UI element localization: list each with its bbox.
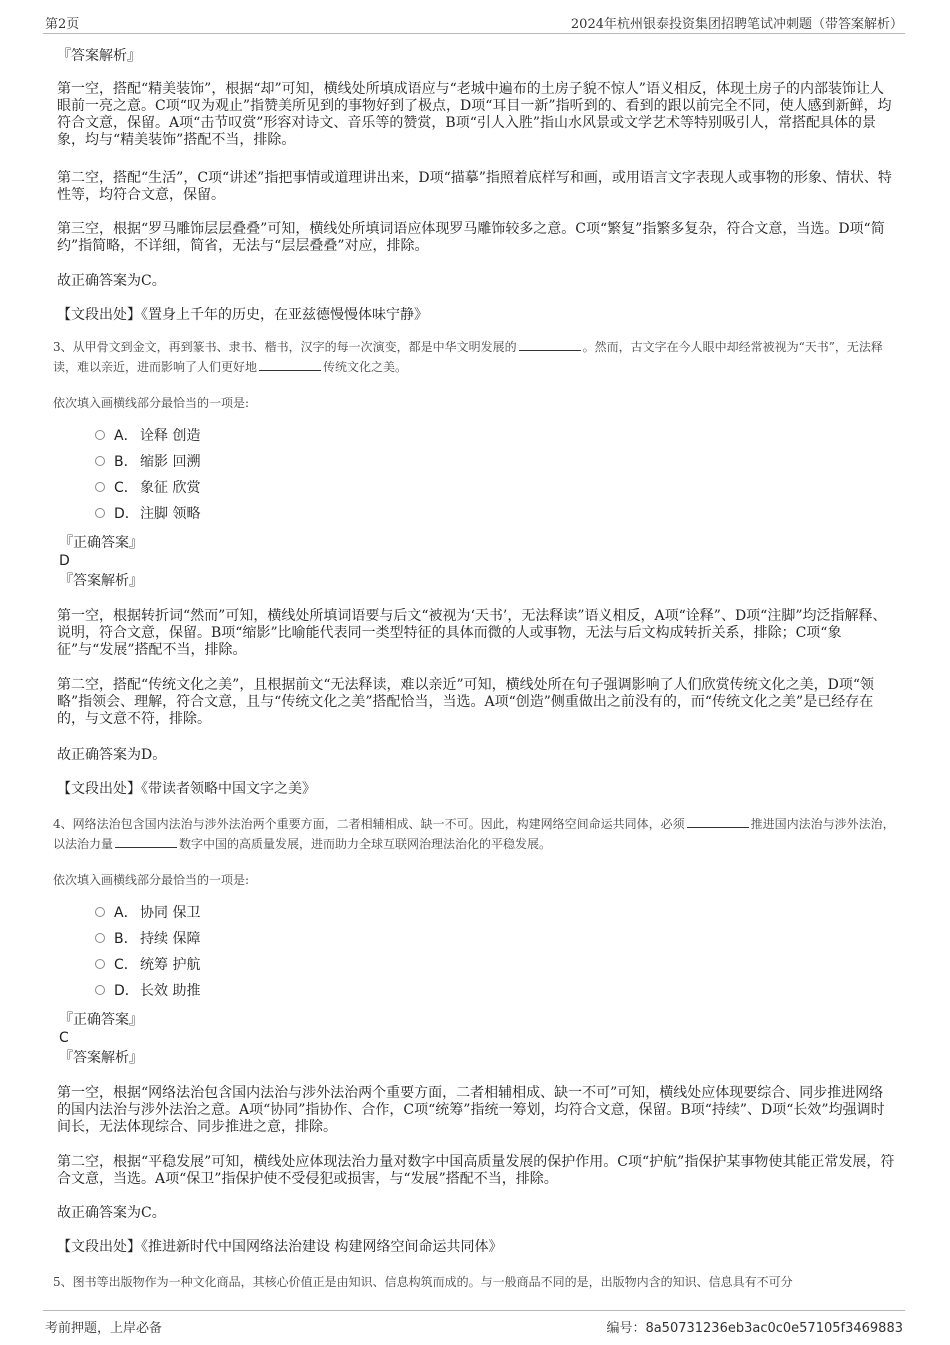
q4-option-b[interactable]: B． 持续 保障 [95,931,200,948]
q3-option-a[interactable]: A． 诠释 创造 [95,428,200,445]
q3-analysis-label: 『答案解析』 [59,573,143,589]
radio-icon[interactable] [95,907,105,917]
q3-blank-1 [519,338,581,351]
q4-analysis-label: 『答案解析』 [59,1050,143,1066]
q3-option-b[interactable]: B． 缩影 回溯 [95,454,200,471]
radio-icon[interactable] [95,430,105,440]
q3-analysis-p2: 第二空，搭配“传统文化之美”，且根据前文“无法释读，难以亲近”可知，横线处所在句子强调影响了人们欣赏传统文化之美，D项“领略”指领会、理解，符合文意，且与“传统文化之美”搭配恰当，当选。A项“创造”侧重做出之前没有的，而“传统文化之美”是已经存在的，与文意不符，排除。 [57,677,875,727]
q3-conclusion: 故正确答案为D。 [57,747,167,763]
radio-icon[interactable] [95,482,105,492]
q2-analysis-label: 『答案解析』 [57,48,141,64]
radio-icon[interactable] [95,933,105,943]
q3-option-d[interactable]: D．注脚 领略 [95,506,200,523]
q5-stem: 5、图书等出版物作为一种文化商品，其核心价值正是由知识、信息构筑而成的。与一般商品不同的是，出版物内含的知识、信息具有不可分 [53,1275,793,1289]
q4-source: 【文段出处】《推进新时代中国网络法治建设 构建网络空间命运共同体》 [57,1239,503,1255]
q3-option-c[interactable]: C． 象征 欣赏 [95,480,200,497]
q3-source: 【文段出处】《带读者领略中国文字之美》 [57,781,316,797]
q2-conclusion: 故正确答案为C。 [57,273,166,289]
q4-conclusion: 故正确答案为C。 [57,1205,166,1221]
q4-option-a[interactable]: A． 协同 保卫 [95,905,200,922]
page-header [43,11,905,34]
q3-analysis-p1: 第一空，根据转折词“然而”可知，横线处所填词语要与后文“被视为‘天书’，无法释读”语义相反，A项“诠释”、D项“注脚”均泛指解释、说明，符合文意，保留。B项“缩影”比喻能代表同一类型特征的具体而微的人或事物，无法与后文构成转折关系，排除；C项“象征”与“发展”搭配不当，排除。 [57,608,887,658]
radio-icon[interactable] [95,959,105,969]
q4-analysis-p1: 第一空，根据“网络法治包含国内法治与涉外法治两个重要方面，二者相辅相成、缺一不可”可知，横线处应体现要综合、同步推进网络的国内法治与涉外法治之意。A项“协同”指协作、合作，C项“统筹”指统一筹划，均符合文意，保留。B项“持续”、D项“长效”均强调时间长，无法体现综合、同步推进之意，排除。 [57,1085,885,1135]
radio-icon[interactable] [95,508,105,518]
q2-analysis-p2: 第二空，搭配“生活”，C项“讲述”指把事情或道理讲出来，D项“描摹”指照着底样写和画，或用语言文字表现人或事物的形象、情状、特性等，均符合文意，保留。 [57,170,892,203]
q4-analysis-p2: 第二空，根据“平稳发展”可知，横线处应体现法治力量对数字中国高质量发展的保护作用。C项“护航”指保护某事物使其能正常发展，符合文意，当选。A项“保卫”指保护使不受侵犯或损害，与“发展”搭配不当，排除。 [57,1154,895,1187]
document-id: 编号：8a50731236eb3ac0c0e57105f3469883 [606,1321,903,1336]
q2-analysis-p3: 第三空，根据“罗马雕饰层层叠叠”可知，横线处所填词语应体现罗马雕饰较多之意。C项“繁复”指繁多复杂，符合文意，当选。D项“简约”指简略，不详细，简省，无法与“层层叠叠”对应，排除。 [57,221,885,254]
q3-stem: 3、从甲骨文到金文，再到篆书、隶书、楷书，汉字的每一次演变，都是中华文明发展的 。然而，古文字在今人眼中却经常被视为“天书”，无法释读，难以亲近，进而影响了人们更好地 传统文化之美。 [53,340,883,374]
page-footer [43,1310,905,1336]
q4-prompt: 依次填入画横线部分最恰当的一项是: [53,873,250,887]
q4-option-c[interactable]: C． 统筹 护航 [95,957,200,974]
q2-analysis-p1: 第一空，搭配“精美装饰”，根据“却”可知，横线处所填成语应与“老城中遍布的土房子貌不惊人”语义相反，体现土房子的内部装饰让人眼前一亮之意。C项“叹为观止”指赞美所见到的事物好到了极点，D项“耳目一新”指听到的、看到的跟以前完全不同，使人感到新鲜，均符合文意，保留。A项“击节叹赏”形容对诗文、音乐等的赞赏，B项“引人入胜”指山水风景或文学艺术等特别吸引人，常搭配具体的景象，均与“精美装饰”搭配不当，排除。 [57,81,892,148]
q4-option-d[interactable]: D．长效 助推 [95,983,200,1000]
q4-stem: 4、网络法治包含国内法治与涉外法治两个重要方面，二者相辅相成、缺一不可。因此，构建网络空间命运共同体，必须 推进国内法治与涉外法治，以法治力量 数字中国的高质量发展，进而助力全球互联网治理法治化的平稳发展。 [53,817,895,851]
q3-answer-label: 『正确答案』 [59,535,143,551]
radio-icon[interactable] [95,456,105,466]
document-title: 2024年杭州银泰投资集团招聘笔试冲刺题（带答案解析） [570,17,903,32]
q3-blank-2 [259,358,321,371]
footer-slogan: 考前押题，上岸必备 [45,1321,163,1336]
q4-answer: C [59,1030,69,1046]
page-number: 第2页 [45,17,80,32]
q4-blank-1 [687,815,749,828]
q4-answer-label: 『正确答案』 [59,1012,143,1028]
radio-icon[interactable] [95,985,105,995]
q3-answer: D [59,553,70,569]
q3-prompt: 依次填入画横线部分最恰当的一项是: [53,396,250,410]
q4-blank-2 [115,835,177,848]
q2-source: 【文段出处】《置身上千年的历史，在亚兹德慢慢体味宁静》 [57,307,428,323]
